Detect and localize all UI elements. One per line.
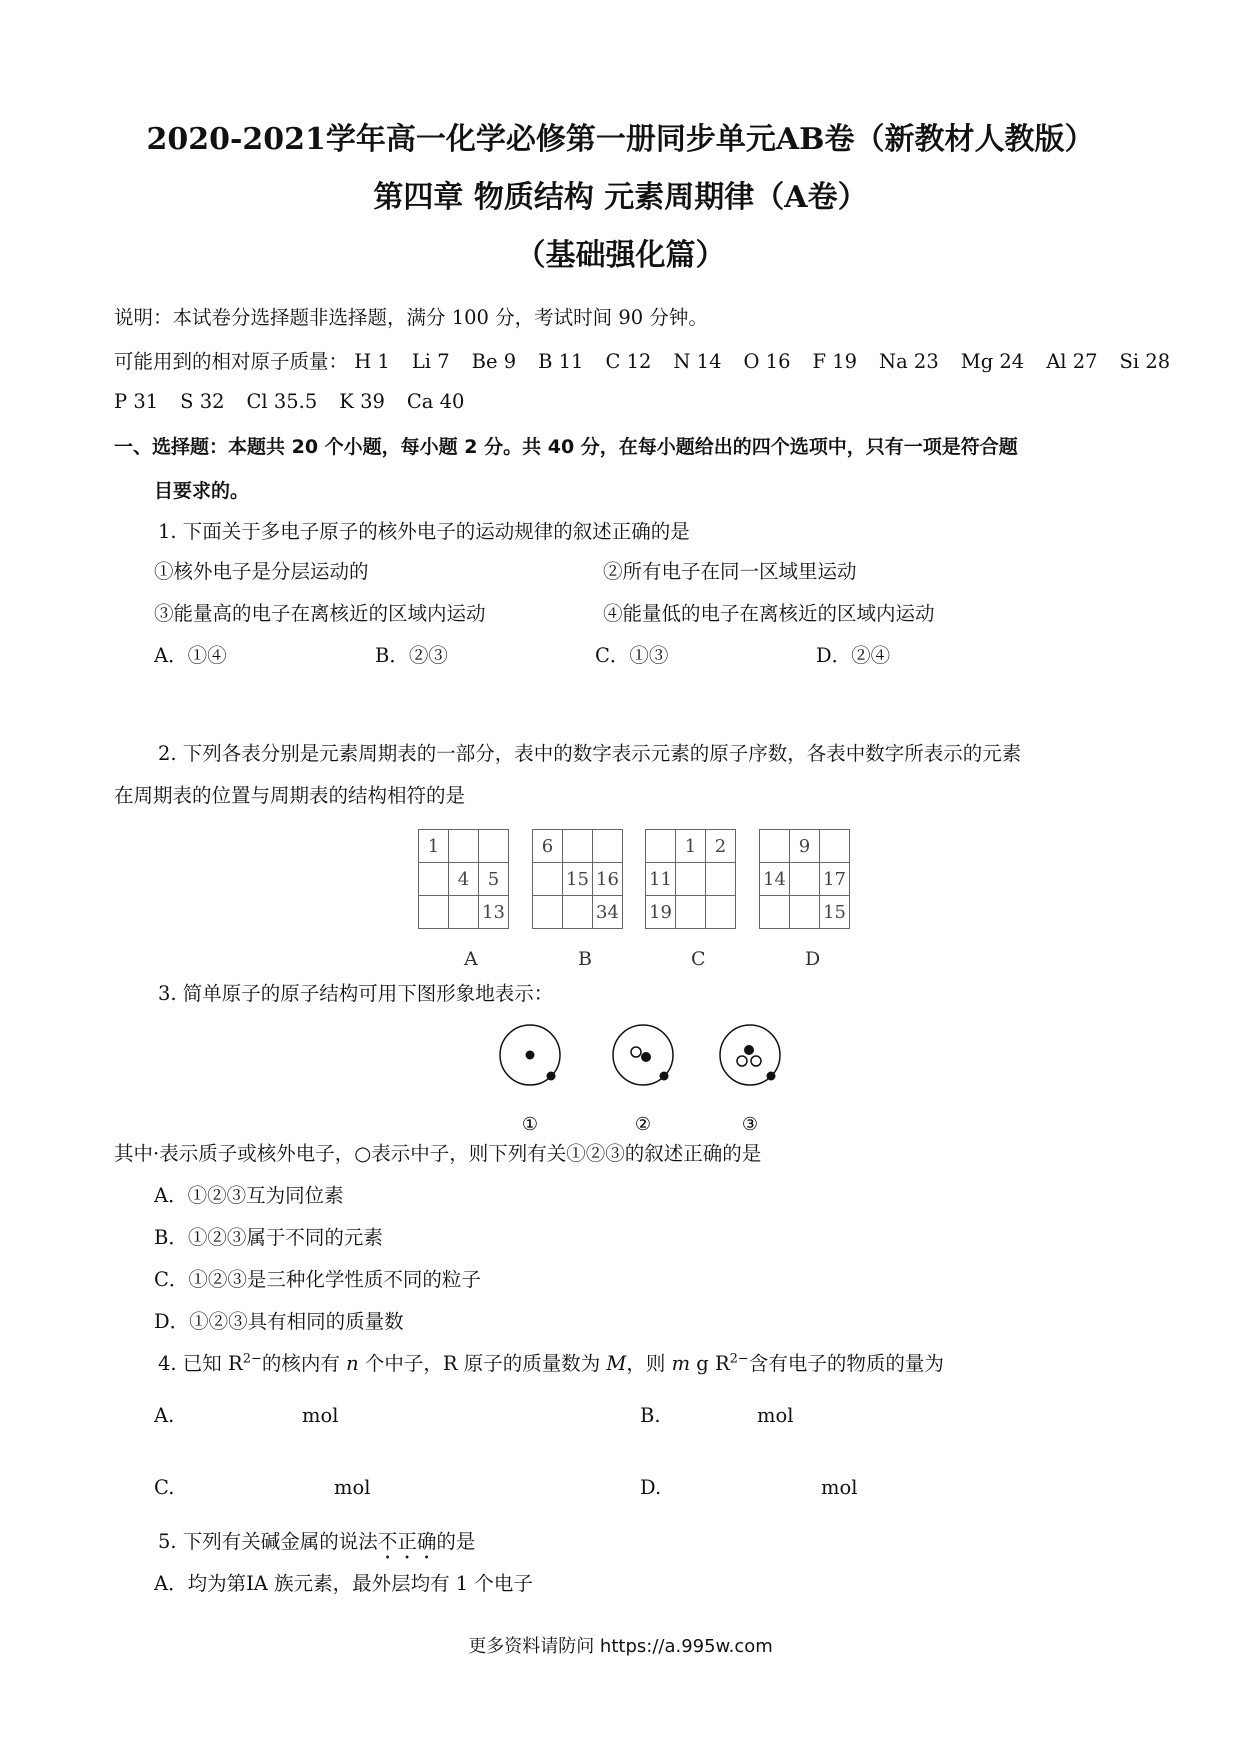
section-heading: 一、选择题：本题共 20 个小题，每小题 2 分。共 40 分，在每小题给出的四个选项中，只有一项是符合题 <box>114 436 1018 458</box>
table-cell <box>706 863 736 896</box>
var-M: M <box>606 1352 627 1375</box>
q3-description: 其中·表示质子或核外电子，○表示中子，则下列有关①②③的叙述正确的是 <box>114 1142 762 1165</box>
q5-option-a: A．均为第IA 族元素，最外层均有 1 个电子 <box>154 1572 533 1595</box>
q4-stem-part: 含有电子的物质的量为 <box>748 1352 944 1375</box>
q4-option-a-unit: mol <box>302 1404 339 1427</box>
atom-2-label: ② <box>634 1114 652 1135</box>
q1-statement-1: ①核外电子是分层运动的 <box>154 560 369 583</box>
table-cell: 15 <box>563 863 593 896</box>
table-cell <box>593 830 623 863</box>
table-cell: 15 <box>820 896 850 929</box>
periodic-fragment-b <box>532 829 623 929</box>
table-cell <box>760 896 790 929</box>
atomic-mass-item: Cl 35.5 <box>246 390 318 413</box>
q5-stem-part: 的是 <box>436 1530 476 1553</box>
q4-option-b-unit: mol <box>757 1404 794 1427</box>
table-cell <box>790 863 820 896</box>
title-line-1: 2020-2021学年高一化学必修第一册同步单元AB卷（新教材人教版） <box>146 122 1095 157</box>
atomic-mass-item: Na 23 <box>879 350 939 373</box>
title-line-2: 第四章 物质结构 元素周期律（A卷） <box>373 180 868 215</box>
q3-option-c: C．①②③是三种化学性质不同的粒子 <box>154 1268 481 1291</box>
atomic-mass-item: Al 27 <box>1046 350 1098 373</box>
atomic-mass-item: Li 7 <box>411 350 450 373</box>
q2-stem-cont: 在周期表的位置与周期表的结构相符的是 <box>114 784 466 807</box>
table-cell <box>706 896 736 929</box>
atom-3-label: ③ <box>741 1114 759 1135</box>
atomic-mass-item: Ca 40 <box>406 390 465 413</box>
emphasis-not-correct: 不正确 <box>377 1530 437 1553</box>
fragment-label-b: B <box>578 948 592 970</box>
table-cell: 5 <box>479 863 509 896</box>
table-cell: 34 <box>593 896 623 929</box>
atomic-mass-item: B 11 <box>538 350 584 373</box>
atomic-mass-item: Be 9 <box>471 350 517 373</box>
table-cell <box>449 830 479 863</box>
atomic-mass-item: Mg 24 <box>960 350 1025 373</box>
q4-option-c: C. <box>154 1476 175 1499</box>
atom-1 <box>500 1025 560 1085</box>
atomic-mass-item: K 39 <box>339 390 385 413</box>
table-cell <box>563 830 593 863</box>
table-cell: 6 <box>533 830 563 863</box>
section-heading-cont: 目要求的。 <box>154 480 250 502</box>
table-cell <box>533 896 563 929</box>
exam-note: 说明：本试卷分选择题非选择题，满分 100 分，考试时间 90 分钟。 <box>114 306 708 329</box>
periodic-fragment-d <box>759 829 850 929</box>
footer-link[interactable]: 更多资料请防问 https://a.995w.com <box>468 1636 773 1657</box>
fragment-label-a: A <box>464 948 478 970</box>
table-cell <box>676 896 706 929</box>
table-cell <box>646 830 676 863</box>
atomic-masses-label: 可能用到的相对原子质量： <box>114 350 349 373</box>
q3-option-b: B．①②③属于不同的元素 <box>154 1226 383 1249</box>
q4-stem <box>158 1348 944 1376</box>
q1-stem: 1. 下面关于多电子原子的核外电子的运动规律的叙述正确的是 <box>158 520 690 543</box>
atomic-mass-item: P 31 <box>114 390 159 413</box>
atomic-mass-item: Si 28 <box>1119 350 1171 373</box>
atom-2 <box>613 1025 673 1085</box>
atomic-mass-item: H 1 <box>354 350 390 373</box>
fragment-label-d: D <box>805 948 821 970</box>
fragment-label-c: C <box>691 948 706 970</box>
atom-structure-figure <box>480 1015 800 1145</box>
table-cell: 4 <box>449 863 479 896</box>
table-cell: 17 <box>820 863 850 896</box>
q3-stem: 3. 简单原子的原子结构可用下图形象地表示： <box>158 982 554 1005</box>
table-cell <box>419 896 449 929</box>
q4-option-a: A. <box>154 1404 175 1427</box>
q5-stem <box>158 1526 475 1564</box>
table-cell <box>419 863 449 896</box>
q1-statement-3: ③能量高的电子在离核近的区域内运动 <box>154 602 486 625</box>
q1-statement-2: ②所有电子在同一区域里运动 <box>603 560 857 583</box>
q3-option-a: A．①②③互为同位素 <box>154 1184 344 1207</box>
var-m: m <box>671 1352 691 1375</box>
atom-3 <box>720 1025 780 1085</box>
var-n: n <box>346 1352 359 1375</box>
atomic-mass-item: F 19 <box>812 350 858 373</box>
table-cell <box>533 863 563 896</box>
table-cell <box>820 830 850 863</box>
q4-stem-part: g R <box>690 1352 730 1375</box>
q4-stem-part: 的核内有 <box>261 1352 347 1375</box>
table-cell: 16 <box>593 863 623 896</box>
table-cell <box>449 896 479 929</box>
table-cell: 9 <box>790 830 820 863</box>
q1-option-d: D．②④ <box>816 644 891 667</box>
q5-stem-part: 5. 下列有关碱金属的说法 <box>158 1530 378 1553</box>
atomic-mass-item: O 16 <box>743 350 791 373</box>
atomic-mass-item: N 14 <box>673 350 722 373</box>
q1-option-c: C．①③ <box>595 644 669 667</box>
q2-stem: 2. 下列各表分别是元素周期表的一部分，表中的数字表示元素的原子序数，各表中数字所表示的元素 <box>158 742 1022 765</box>
atomic-mass-item: C 12 <box>605 350 652 373</box>
charge-superscript: 2− <box>242 1351 262 1367</box>
table-cell: 1 <box>676 830 706 863</box>
table-cell <box>676 863 706 896</box>
atomic-mass-item: S 32 <box>180 390 225 413</box>
table-cell <box>479 830 509 863</box>
q4-stem-part: 4. 已知 R <box>158 1352 243 1375</box>
periodic-fragment-a <box>418 829 509 929</box>
atomic-masses-line-2 <box>114 390 486 413</box>
q1-option-b: B．②③ <box>375 644 448 667</box>
table-cell: 11 <box>646 863 676 896</box>
periodic-fragment-c <box>645 829 736 929</box>
table-cell: 1 <box>419 830 449 863</box>
q1-statement-4: ④能量低的电子在离核近的区域内运动 <box>603 602 935 625</box>
table-cell: 14 <box>760 863 790 896</box>
q4-option-c-unit: mol <box>334 1476 371 1499</box>
q1-option-a: A．①④ <box>154 644 227 667</box>
table-cell: 13 <box>479 896 509 929</box>
q4-stem-part: ，则 <box>626 1352 672 1375</box>
title-line-3: （基础强化篇） <box>515 238 726 273</box>
atomic-masses-list-1 <box>354 350 1192 373</box>
table-cell <box>563 896 593 929</box>
q4-stem-part: 个中子，R 原子的质量数为 <box>358 1352 607 1375</box>
table-cell: 2 <box>706 830 736 863</box>
charge-superscript: 2− <box>729 1351 749 1367</box>
atomic-masses-line-1 <box>114 346 1192 374</box>
atom-1-label: ① <box>521 1114 539 1135</box>
q4-option-d: D. <box>640 1476 662 1499</box>
q4-option-b: B. <box>640 1404 661 1427</box>
q3-option-d: D．①②③具有相同的质量数 <box>154 1310 404 1333</box>
table-cell <box>790 896 820 929</box>
q4-option-d-unit: mol <box>821 1476 858 1499</box>
table-cell: 19 <box>646 896 676 929</box>
table-cell <box>760 830 790 863</box>
